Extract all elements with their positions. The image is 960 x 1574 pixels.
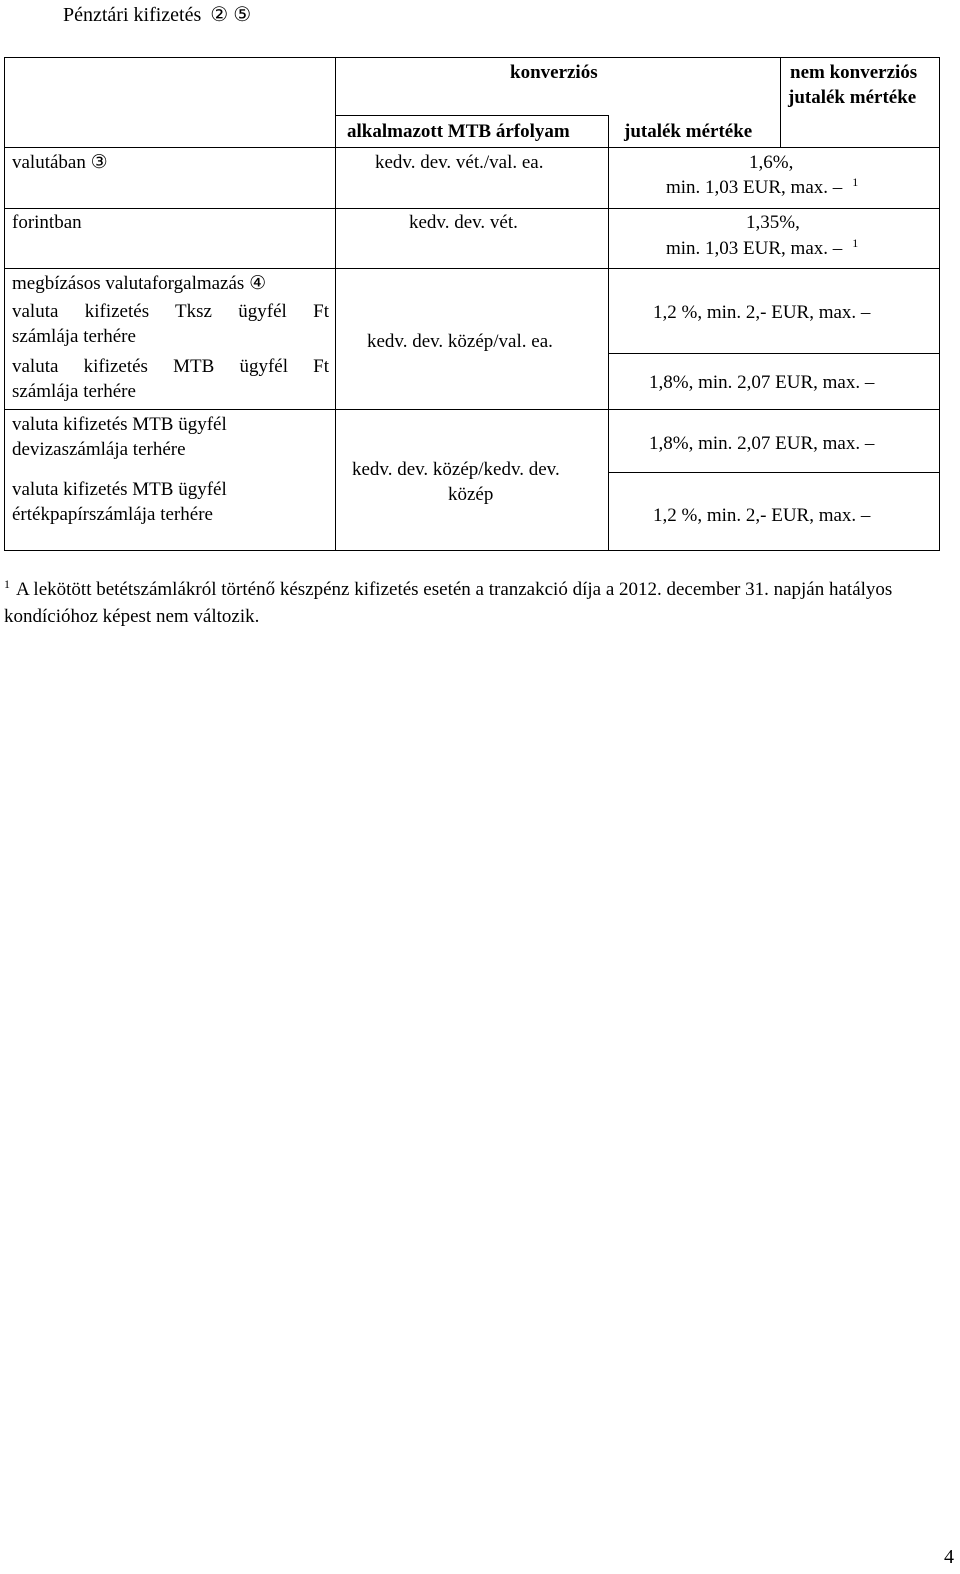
rate-group-2: közép [448,484,494,505]
fee-ertekpapir: 1,2 %, min. 2,- EUR, max. – [653,505,871,526]
row-label-deviza-line: valuta kifizetés MTB ügyfél [12,414,227,435]
footnote [4,577,944,629]
rate-group-1: kedv. dev. közép/val. ea. [367,331,553,352]
header-commission: jutalék mértéke [624,121,753,142]
rate-group-2: kedv. dev. közép/kedv. dev. [352,459,560,480]
row-label-valutaban: valutában ③ [12,152,108,173]
page-heading [63,2,251,27]
row-label-tksz-line: valuta kifizetés Tksz ügyfél Ft [12,301,329,322]
grid-line [5,409,940,410]
row-label-tksz-line: számlája terhére [12,326,136,347]
row-label-ertekpapir [12,477,329,527]
fee-forintban-text: min. 1,03 EUR, max. – [666,238,843,259]
grid-line [5,147,940,148]
header-non-conversion: nem konverziós [790,62,918,83]
footnote-ref: 1 [852,175,859,189]
rate-forintban: kedv. dev. vét. [409,212,518,233]
row-label-forintban: forintban [12,212,82,233]
row-label-mtb-ft-line: valuta kifizetés MTB ügyfél Ft [12,356,329,377]
row-label-deviza-line: devizaszámlája terhére [12,439,186,460]
grid-line [5,208,940,209]
fee-valutaban: 1,6%, [749,152,794,173]
group-label: megbízásos valutaforgalmazás ④ [12,273,267,294]
page-number: 4 [944,1546,954,1568]
grid-line [335,115,608,116]
row-label-mtb-ft-line: számlája terhére [12,381,136,402]
fee-table [4,57,940,551]
grid-line [780,58,781,147]
fee-forintban [666,236,858,263]
fee-tksz: 1,2 %, min. 2,- EUR, max. – [653,302,871,323]
heading-text: Pénztári kifizetés [63,4,202,26]
grid-line [608,353,940,354]
header-non-conversion: jutalék mértéke [788,87,917,108]
footnote-ref: 1 [852,236,859,250]
row-label-ertekpapir-line: valuta kifizetés MTB ügyfél [12,479,227,500]
grid-line [335,58,336,551]
fee-mtb-ft: 1,8%, min. 2,07 EUR, max. – [649,372,875,393]
fee-forintban: 1,35%, [746,212,800,233]
row-label-tksz [12,299,329,349]
header-conversion: konverziós [510,62,598,83]
fee-valutaban [666,175,858,202]
fee-valutaban-text: min. 1,03 EUR, max. – [666,177,843,198]
row-label-deviza [12,412,329,462]
grid-line [5,268,940,269]
heading-symbols: ② ⑤ [210,4,252,26]
fee-deviza: 1,8%, min. 2,07 EUR, max. – [649,433,875,454]
rate-valutaban: kedv. dev. vét./val. ea. [375,152,544,173]
header-rate: alkalmazott MTB árfolyam [347,121,570,142]
grid-line [608,472,940,473]
row-label-ertekpapir-line: értékpapírszámlája terhére [12,504,213,525]
footnote-text: A lekötött betétszámlákról történő készpénz kifizetés esetén a tranzakció díja a 2012. december 31. napján hatályos kondícióhoz képest nem változik. [4,579,893,627]
row-label-mtb-ft [12,354,329,404]
footnote-marker: 1 [4,577,10,591]
grid-line [608,115,609,551]
